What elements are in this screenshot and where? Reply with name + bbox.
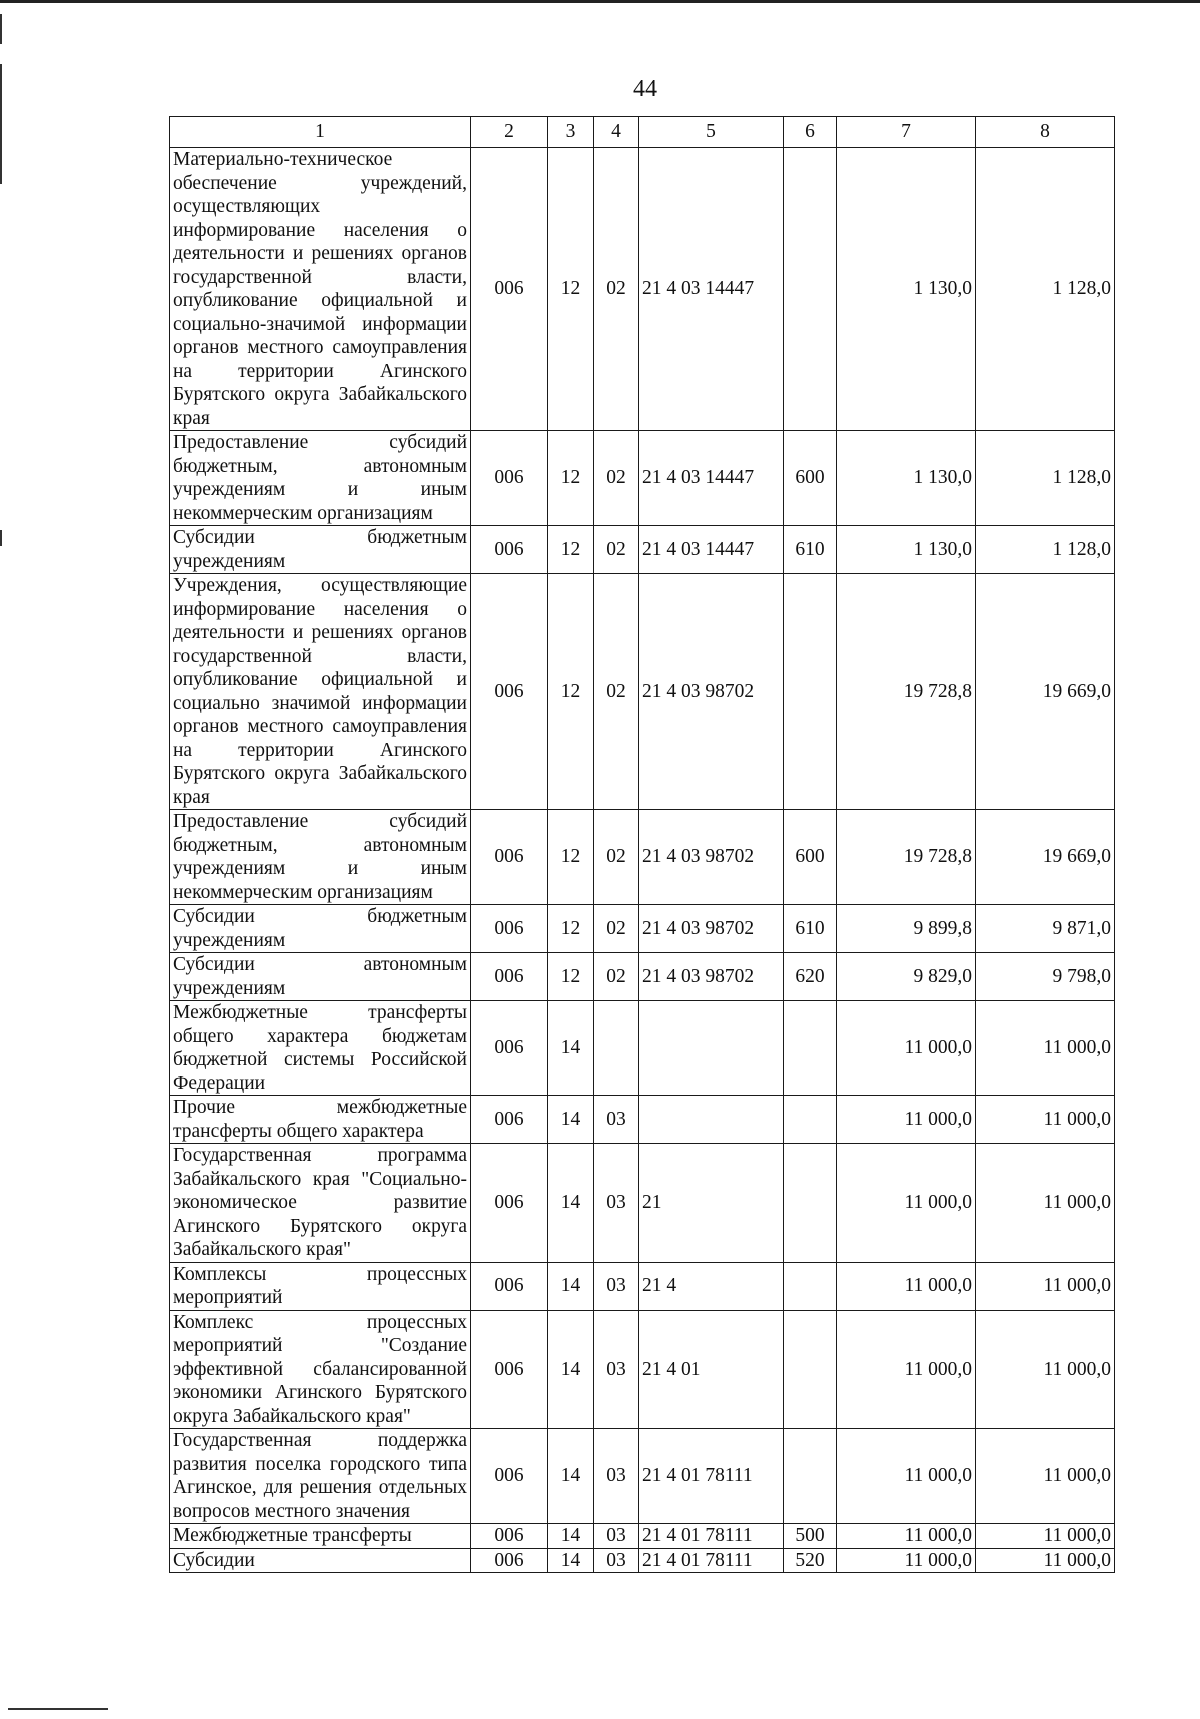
row-code-cell: 006 [471, 1524, 548, 1549]
column-header: 3 [548, 117, 594, 148]
row-expense-type-cell [784, 574, 837, 810]
row-amount-col8-cell: 11 000,0 [976, 1096, 1115, 1144]
row-amount-col8-cell: 1 128,0 [976, 526, 1115, 574]
row-subsection-cell: 03 [594, 1429, 639, 1524]
row-amount-col7-cell: 11 000,0 [837, 1262, 976, 1310]
row-name-cell: Межбюджетные трансферты [170, 1524, 471, 1549]
row-expense-type-cell [784, 1001, 837, 1096]
row-name-cell: Государственная программа Забайкальского края "Социально-экономическое развитие Агинского Бурятского округа Забайкальского края" [170, 1144, 471, 1263]
row-subsection-cell: 03 [594, 1548, 639, 1573]
row-target-article-cell: 21 4 03 98702 [639, 574, 784, 810]
row-expense-type-cell: 600 [784, 431, 837, 526]
row-amount-col8-cell: 9 798,0 [976, 953, 1115, 1001]
row-target-article-cell: 21 4 03 14447 [639, 148, 784, 431]
row-subsection-cell: 02 [594, 953, 639, 1001]
row-expense-type-cell [784, 148, 837, 431]
row-amount-col7-cell: 11 000,0 [837, 1548, 976, 1573]
row-expense-type-cell: 500 [784, 1524, 837, 1549]
row-section-cell: 14 [548, 1001, 594, 1096]
row-section-cell: 14 [548, 1548, 594, 1573]
table-row [170, 953, 1115, 1001]
table-row [170, 1429, 1115, 1524]
row-amount-col8-cell: 11 000,0 [976, 1262, 1115, 1310]
row-section-cell: 12 [548, 574, 594, 810]
row-name-cell: Субсидии бюджетным учреждениям [170, 905, 471, 953]
scan-edge-mark [0, 530, 2, 546]
row-section-cell: 12 [548, 905, 594, 953]
row-section-cell: 12 [548, 953, 594, 1001]
row-subsection-cell: 03 [594, 1144, 639, 1263]
row-section-cell: 14 [548, 1144, 594, 1263]
table-header-row [170, 117, 1115, 148]
row-section-cell: 14 [548, 1524, 594, 1549]
row-amount-col8-cell: 19 669,0 [976, 574, 1115, 810]
row-code-cell: 006 [471, 810, 548, 905]
row-amount-col8-cell: 11 000,0 [976, 1429, 1115, 1524]
scan-border-bottom [8, 1708, 108, 1710]
column-header: 6 [784, 117, 837, 148]
row-subsection-cell: 02 [594, 905, 639, 953]
table-row [170, 1524, 1115, 1549]
row-section-cell: 14 [548, 1429, 594, 1524]
row-target-article-cell: 21 4 03 14447 [639, 526, 784, 574]
row-amount-col8-cell: 1 128,0 [976, 148, 1115, 431]
column-header: 7 [837, 117, 976, 148]
row-amount-col8-cell: 11 000,0 [976, 1524, 1115, 1549]
row-amount-col7-cell: 11 000,0 [837, 1001, 976, 1096]
row-code-cell: 006 [471, 953, 548, 1001]
page-number: 44 [633, 76, 657, 102]
row-amount-col8-cell: 19 669,0 [976, 810, 1115, 905]
table-row [170, 526, 1115, 574]
row-expense-type-cell [784, 1096, 837, 1144]
row-amount-col7-cell: 11 000,0 [837, 1096, 976, 1144]
row-section-cell: 14 [548, 1310, 594, 1429]
table-row [170, 1096, 1115, 1144]
row-name-cell: Комплекс процессных мероприятий "Создание эффективной сбалансированной экономики Агинского Бурятского округа Забайкальского края" [170, 1310, 471, 1429]
row-target-article-cell: 21 [639, 1144, 784, 1263]
row-expense-type-cell: 520 [784, 1548, 837, 1573]
row-amount-col7-cell: 11 000,0 [837, 1144, 976, 1263]
row-target-article-cell: 21 4 03 98702 [639, 905, 784, 953]
row-code-cell: 006 [471, 526, 548, 574]
table-row [170, 1262, 1115, 1310]
row-code-cell: 006 [471, 1001, 548, 1096]
row-name-cell: Прочие межбюджетные трансферты общего характера [170, 1096, 471, 1144]
scan-edge-mark [0, 14, 2, 44]
row-amount-col8-cell: 11 000,0 [976, 1001, 1115, 1096]
row-expense-type-cell: 610 [784, 905, 837, 953]
budget-table [169, 116, 1115, 1573]
row-subsection-cell: 02 [594, 810, 639, 905]
row-target-article-cell [639, 1096, 784, 1144]
row-subsection-cell: 02 [594, 148, 639, 431]
row-name-cell: Предоставление субсидий бюджетным, автономным учреждениям и иным некоммерческим организациям [170, 431, 471, 526]
row-amount-col7-cell: 19 728,8 [837, 574, 976, 810]
row-section-cell: 14 [548, 1262, 594, 1310]
table-row [170, 905, 1115, 953]
row-name-cell: Субсидии автономным учреждениям [170, 953, 471, 1001]
table-row [170, 431, 1115, 526]
row-code-cell: 006 [471, 1262, 548, 1310]
row-target-article-cell: 21 4 03 14447 [639, 431, 784, 526]
row-amount-col7-cell: 19 728,8 [837, 810, 976, 905]
row-expense-type-cell [784, 1310, 837, 1429]
row-section-cell: 14 [548, 1096, 594, 1144]
row-name-cell: Субсидии [170, 1548, 471, 1573]
row-target-article-cell: 21 4 01 [639, 1310, 784, 1429]
row-expense-type-cell [784, 1144, 837, 1263]
row-code-cell: 006 [471, 1429, 548, 1524]
table-row [170, 574, 1115, 810]
row-code-cell: 006 [471, 1548, 548, 1573]
row-subsection-cell: 02 [594, 526, 639, 574]
row-amount-col7-cell: 11 000,0 [837, 1524, 976, 1549]
row-name-cell: Субсидии бюджетным учреждениям [170, 526, 471, 574]
row-amount-col8-cell: 1 128,0 [976, 431, 1115, 526]
row-amount-col7-cell: 1 130,0 [837, 526, 976, 574]
column-header: 4 [594, 117, 639, 148]
row-section-cell: 12 [548, 148, 594, 431]
row-name-cell: Материально-техническое обеспечение учреждений, осуществляющих информирование населения о деятельности и решениях органов государственной власти, опубликование официальной и социально-значимой информации органов местного самоуправления на территории Агинского Бурятского округа Забайкальского края [170, 148, 471, 431]
row-amount-col7-cell: 11 000,0 [837, 1310, 976, 1429]
row-target-article-cell: 21 4 01 78111 [639, 1429, 784, 1524]
row-name-cell: Комплексы процессных мероприятий [170, 1262, 471, 1310]
row-code-cell: 006 [471, 1096, 548, 1144]
row-expense-type-cell: 600 [784, 810, 837, 905]
scan-border-top [0, 0, 1200, 3]
row-amount-col7-cell: 1 130,0 [837, 431, 976, 526]
column-header: 1 [170, 117, 471, 148]
row-section-cell: 12 [548, 810, 594, 905]
row-code-cell: 006 [471, 431, 548, 526]
row-target-article-cell [639, 1001, 784, 1096]
row-subsection-cell: 03 [594, 1310, 639, 1429]
row-name-cell: Государственная поддержка развития поселка городского типа Агинское, для решения отдельных вопросов местного значения [170, 1429, 471, 1524]
row-code-cell: 006 [471, 574, 548, 810]
column-header: 5 [639, 117, 784, 148]
row-code-cell: 006 [471, 148, 548, 431]
row-code-cell: 006 [471, 1144, 548, 1263]
row-name-cell: Предоставление субсидий бюджетным, автономным учреждениям и иным некоммерческим организациям [170, 810, 471, 905]
table-row [170, 1310, 1115, 1429]
table-row [170, 148, 1115, 431]
row-subsection-cell: 03 [594, 1262, 639, 1310]
row-target-article-cell: 21 4 01 78111 [639, 1548, 784, 1573]
row-expense-type-cell [784, 1429, 837, 1524]
row-amount-col8-cell: 9 871,0 [976, 905, 1115, 953]
row-name-cell: Учреждения, осуществляющие информирование населения о деятельности и решениях органов государственной власти, опубликование официальной и социально значимой информации органов местного самоуправления на территории Агинского Бурятского округа Забайкальского края [170, 574, 471, 810]
row-amount-col8-cell: 11 000,0 [976, 1548, 1115, 1573]
column-header: 2 [471, 117, 548, 148]
row-amount-col7-cell: 11 000,0 [837, 1429, 976, 1524]
row-expense-type-cell [784, 1262, 837, 1310]
row-expense-type-cell: 610 [784, 526, 837, 574]
row-subsection-cell: 02 [594, 574, 639, 810]
row-code-cell: 006 [471, 905, 548, 953]
row-name-cell: Межбюджетные трансферты общего характера бюджетам бюджетной системы Российской Федерации [170, 1001, 471, 1096]
row-amount-col7-cell: 9 899,8 [837, 905, 976, 953]
row-target-article-cell: 21 4 03 98702 [639, 953, 784, 1001]
table-row [170, 810, 1115, 905]
table-row [170, 1001, 1115, 1096]
row-amount-col8-cell: 11 000,0 [976, 1144, 1115, 1263]
row-subsection-cell: 03 [594, 1096, 639, 1144]
row-section-cell: 12 [548, 526, 594, 574]
row-subsection-cell [594, 1001, 639, 1096]
table-row [170, 1144, 1115, 1263]
row-expense-type-cell: 620 [784, 953, 837, 1001]
row-amount-col7-cell: 1 130,0 [837, 148, 976, 431]
row-section-cell: 12 [548, 431, 594, 526]
row-amount-col8-cell: 11 000,0 [976, 1310, 1115, 1429]
row-target-article-cell: 21 4 01 78111 [639, 1524, 784, 1549]
row-target-article-cell: 21 4 [639, 1262, 784, 1310]
row-subsection-cell: 03 [594, 1524, 639, 1549]
table-row [170, 1548, 1115, 1573]
row-code-cell: 006 [471, 1310, 548, 1429]
column-header: 8 [976, 117, 1115, 148]
row-amount-col7-cell: 9 829,0 [837, 953, 976, 1001]
row-target-article-cell: 21 4 03 98702 [639, 810, 784, 905]
row-subsection-cell: 02 [594, 431, 639, 526]
